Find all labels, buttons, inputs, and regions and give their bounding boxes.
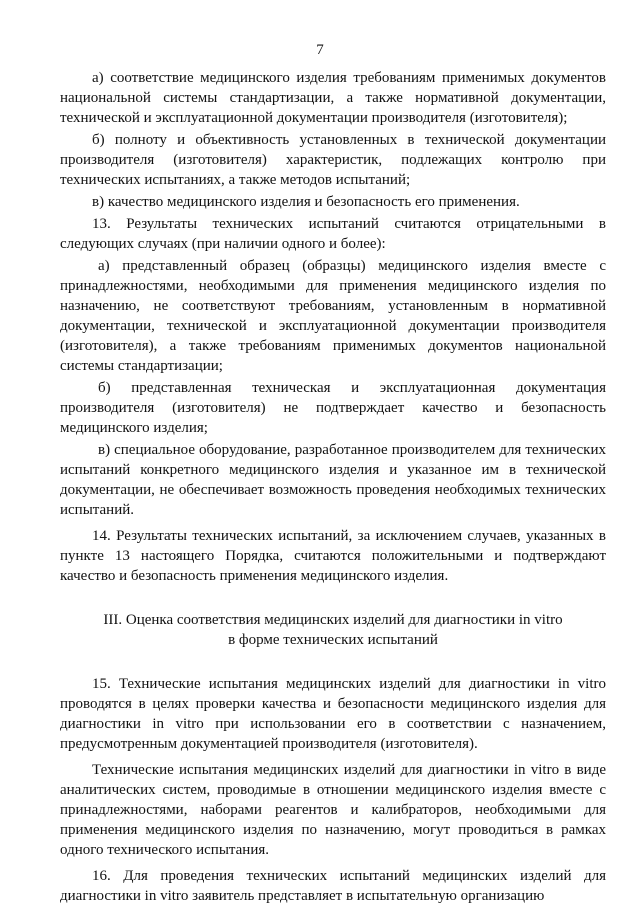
paragraph-12a: а) соответствие медицинского изделия требованиям применимых документов национальной системы стандартизации, а также нормативной документации, технической и эксплуатационной документации производителя (изготовителя); bbox=[60, 70, 606, 126]
paragraph-14: 14. Результаты технических испытаний, за исключением случаев, указанных в пункте 13 настоящего Порядка, считаются положительными и подтверждают качество и безопасность применения медицинского изделия. bbox=[60, 528, 606, 584]
section-heading-line2: в форме технических испытаний bbox=[228, 632, 438, 648]
paragraph-15: 15. Технические испытания медицинских изделий для диагностики in vitro проводятся в целях проверки качества и безопасности медицинского изделия для диагностики in vitro при использовании его в соответствии с назначением, предусмотренным документацией производителя (изготовителя). bbox=[60, 676, 606, 752]
document-body bbox=[60, 68, 606, 906]
paragraph-13b: б) представленная техническая и эксплуатационная документация производителя (изготовителя) не подтверждает качество и безопасность медицинского изделия; bbox=[60, 380, 606, 436]
paragraph-13: 13. Результаты технических испытаний считаются отрицательными в следующих случаях (при наличии одного и более): bbox=[60, 216, 606, 252]
section-heading bbox=[60, 610, 606, 650]
paragraph-12v: в) качество медицинского изделия и безопасность его применения. bbox=[92, 194, 520, 210]
page-number: 7 bbox=[316, 42, 324, 58]
paragraph-13v: в) специальное оборудование, разработанное производителем для технических испытаний конкретного медицинского изделия и указанное им в технической документации, не обеспечивает возможность проведения необходимых технических испытаний. bbox=[60, 442, 606, 518]
paragraph-16: 16. Для проведения технических испытаний медицинских изделий для диагностики in vitro заявитель представляет в испытательную организацию bbox=[60, 868, 606, 904]
paragraph-15-continued: Технические испытания медицинских изделий для диагностики in vitro в виде аналитических систем, проводимые в отношении медицинского изделия вместе с принадлежностями, наборами реагентов и калибраторов, необходимыми для применения медицинского изделия по назначению, могут проводиться в рамках одного технического испытания. bbox=[60, 762, 606, 858]
paragraph-13a: а) представленный образец (образцы) медицинского изделия вместе с принадлежностями, необходимыми для применения медицинского изделия по назначению, не соответствуют требованиям, установленным в нормативной документации, технической и эксплуатационной документации производителя (изготовителя), а также требованиям применимых документов национальной системы стандартизации; bbox=[60, 258, 606, 374]
paragraph-12b: б) полноту и объективность установленных в технической документации производителя (изготовителя) характеристик, подлежащих контролю при технических испытаниях, а также методов испытаний; bbox=[60, 132, 606, 188]
section-heading-line1: III. Оценка соответствия медицинских изделий для диагностики in vitro bbox=[103, 612, 563, 628]
